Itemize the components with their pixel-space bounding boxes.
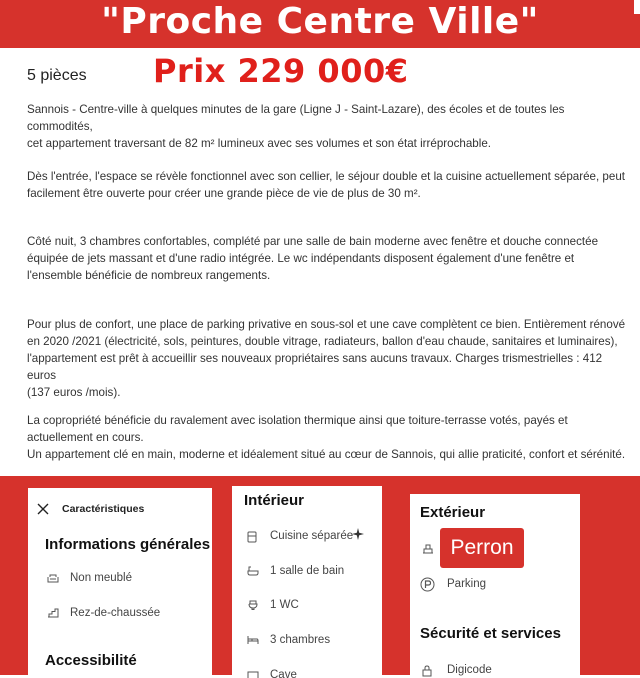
exterior-card	[410, 494, 580, 678]
description-line: (137 euros /mois).	[27, 386, 121, 399]
feature-item-parking: Parking	[447, 578, 486, 590]
description-paragraph	[27, 233, 627, 284]
feature-item-furnished: Non meublé	[70, 572, 133, 584]
feature-item-cellar: Cave	[270, 669, 297, 678]
perron-highlight: Perron	[440, 528, 524, 568]
parking-icon	[420, 577, 435, 592]
characteristics-header: Caractéristiques	[62, 503, 145, 515]
bathtub-icon	[247, 566, 259, 576]
description-line: l'ensemble bénéficie de nombreux rangements.	[27, 269, 271, 282]
interior-title: Intérieur	[244, 492, 305, 509]
characteristics-card	[28, 488, 212, 678]
description-line: Un appartement clé en main, moderne et idéalement situé au cœur de Sannois, qui allie praticité, confort et sérénité.	[27, 448, 626, 461]
fridge-icon	[247, 531, 257, 543]
sparkle-icon	[352, 528, 364, 540]
description-line: La copropriété bénéficie du ravalement avec isolation thermique ainsi que toiture-terrasse votés, payés et	[27, 414, 568, 427]
feature-item-bedrooms: 3 chambres	[270, 634, 331, 646]
bed-icon	[247, 635, 259, 645]
description-paragraph	[27, 168, 627, 202]
storage-icon	[247, 670, 259, 678]
stoop-icon	[422, 544, 434, 554]
feature-item-kitchen: Cuisine séparée	[270, 530, 354, 542]
accessibility-title: Accessibilité	[45, 652, 137, 669]
banner-title: "Proche Centre Ville"	[101, 1, 539, 42]
security-title: Sécurité et services	[420, 625, 561, 642]
rooms-count: 5 pièces	[27, 67, 87, 84]
price-label: Prix 229 000€	[153, 52, 409, 90]
stairs-icon	[47, 608, 59, 618]
feature-item-floor: Rez-de-chaussée	[70, 607, 161, 619]
description-paragraph	[27, 101, 627, 152]
description-line: Sannois - Centre-ville à quelques minutes de la gare (Ligne J - Saint-Lazare), des écoles et de toutes les commodités,	[27, 103, 565, 133]
sofa-icon	[47, 573, 59, 583]
general-info-title: Informations générales	[45, 536, 211, 553]
description-line: en 2020 /2021 (électricité, sols, peintures, double vitrage, radiateurs, ballon d'eau chaude, sanitaires et luminaires),	[27, 335, 618, 348]
description-line: l'appartement est prêt à accueillir ses nouveaux propriétaires sans aucuns travaux. Charges trismestrielles : 412 euros	[27, 352, 603, 382]
lock-icon	[422, 665, 432, 677]
interior-card	[232, 486, 382, 678]
feature-item-bathroom: 1 salle de bain	[270, 565, 345, 577]
description-line: cet appartement traversant de 82 m² lumineux avec ses volumes et son état irréprochable.	[27, 137, 491, 150]
description-line: actuellement en cours.	[27, 431, 144, 444]
close-icon[interactable]	[37, 503, 49, 515]
description-line: Côté nuit, 3 chambres confortables, complété par une salle de bain moderne avec fenêtre et douche connectée	[27, 235, 599, 248]
description-line: Dès l'entrée, l'espace se révèle fonctionnel avec son cellier, le séjour double et la cuisine actuellement séparée, peut	[27, 170, 625, 183]
description-line: facilement être ouverte pour créer une grande pièce de vie de plus de 30 m².	[27, 187, 421, 200]
banner-corner-mark	[634, 0, 640, 14]
description-line: équipée de jets massant et d'une radio intégrée. Le wc indépendants disposent également d'une fenêtre et	[27, 252, 575, 265]
feature-item-wc: 1 WC	[270, 599, 299, 611]
description-line: Pour plus de confort, une place de parking privative en sous-sol et une cave complètent ce bien. Entièrement rénové	[27, 318, 626, 331]
feature-item-digicode: Digicode	[447, 664, 492, 676]
title-banner	[0, 0, 640, 48]
description-paragraph	[27, 316, 627, 401]
exterior-title: Extérieur	[420, 504, 486, 521]
toilet-icon	[247, 600, 259, 610]
description-paragraph	[27, 412, 627, 463]
